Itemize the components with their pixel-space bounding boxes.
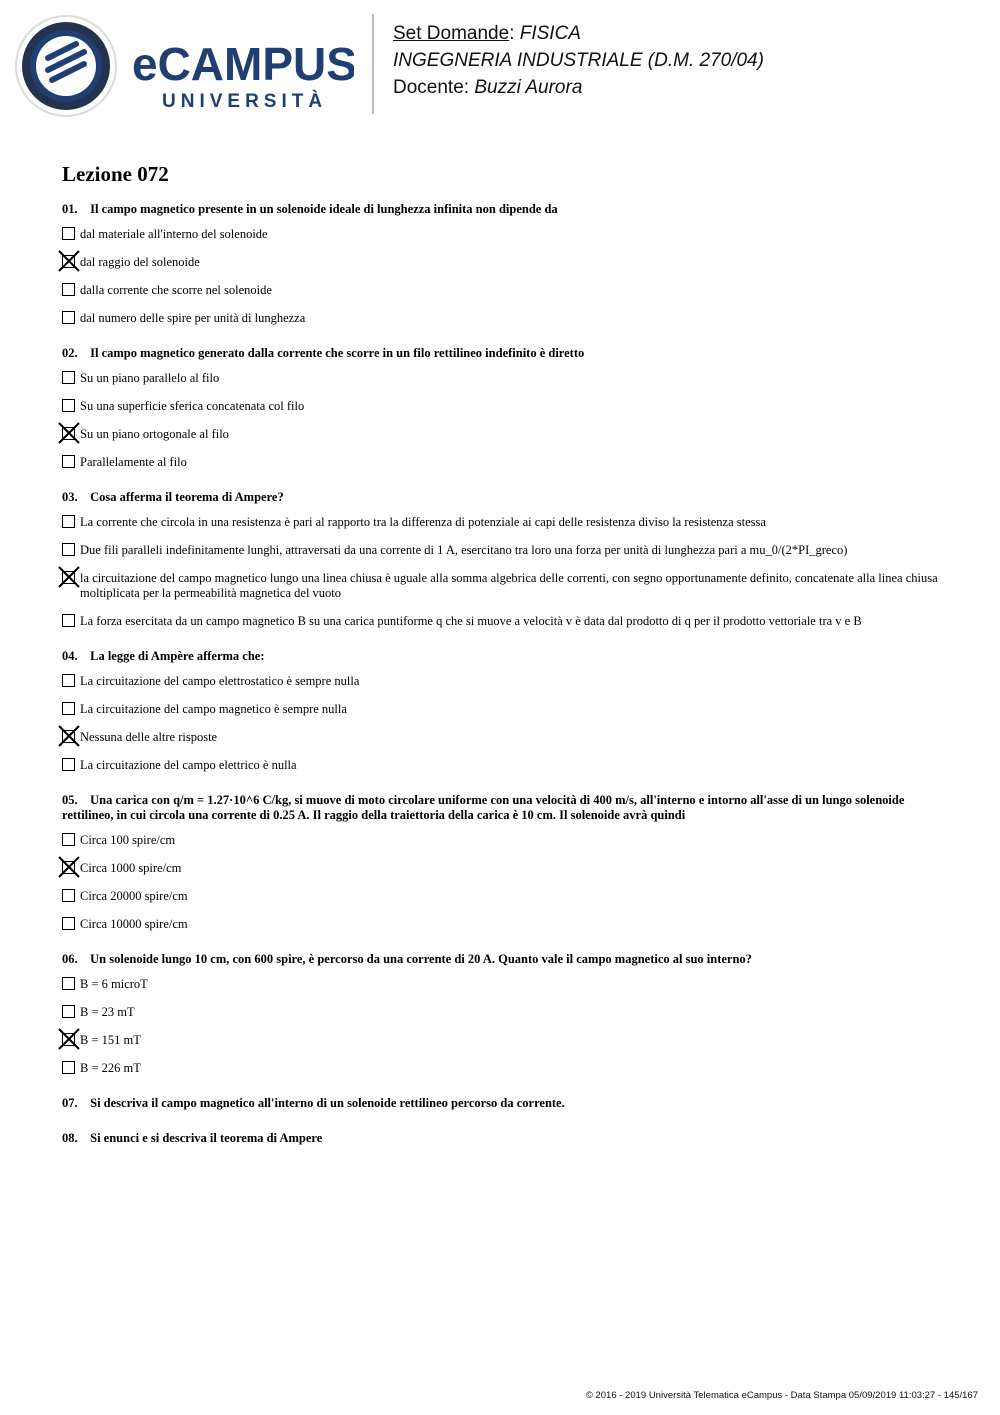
question: [62, 202, 942, 326]
checkbox-icon: [62, 1061, 75, 1074]
answer-option: [62, 730, 942, 745]
question-label: Il campo magnetico generato dalla corrente che scorre in un filo rettilineo indefinito è diretto: [90, 346, 585, 360]
page-header: [0, 0, 1000, 130]
answer-text: Parallelamente al filo: [80, 455, 187, 469]
cross-mark-icon: [57, 421, 81, 445]
answer-option: [62, 889, 942, 904]
set-value: FISICA: [519, 23, 581, 44]
question: [62, 346, 942, 470]
question-label: Si descriva il campo magnetico all'interno di un solenoide rettilineo percorso da corrente.: [90, 1096, 565, 1110]
question-number: 02.: [62, 346, 78, 360]
question-text: [62, 202, 942, 217]
question: [62, 1131, 942, 1146]
question: [62, 952, 942, 1076]
answer-option: [62, 977, 942, 992]
course-name: INGEGNERIA INDUSTRIALE (D.M. 270/04): [393, 50, 764, 71]
question-text: [62, 952, 942, 967]
answer-text: B = 226 mT: [80, 1061, 141, 1075]
question-text: [62, 649, 942, 664]
checkbox-icon: [62, 515, 75, 528]
answer-option: [62, 227, 942, 242]
answer-text: La circuitazione del campo elettrico è nulla: [80, 758, 297, 772]
answer-text: la circuitazione del campo magnetico lungo una linea chiusa è uguale alla somma algebrica delle correnti, con segno opportunamente definito, concatenate alla linea chiusa moltiplicata per la permeabilità magnetica del vuoto: [80, 571, 938, 600]
question-list: [62, 202, 942, 1146]
set-line: Set Domande: FISICA: [393, 23, 581, 44]
cross-mark-icon: [57, 565, 81, 589]
question-number: 07.: [62, 1096, 78, 1110]
page-footer: © 2016 - 2019 Università Telematica eCampus - Data Stampa 05/09/2019 11:03:27 - 145/167: [585, 1390, 978, 1401]
answer-option: [62, 543, 942, 558]
question: [62, 649, 942, 773]
question-label: La legge di Ampère afferma che:: [90, 649, 265, 663]
question-number: 05.: [62, 793, 78, 807]
answer-option: [62, 1061, 942, 1076]
answer-option: [62, 833, 942, 848]
checkbox-icon: [62, 833, 75, 846]
answer-text: Circa 100 spire/cm: [80, 833, 176, 847]
checkbox-icon: [62, 371, 75, 384]
question-label: Cosa afferma il teorema di Ampere?: [90, 490, 284, 504]
cross-mark-icon: [57, 249, 81, 273]
answer-option: [62, 371, 942, 386]
teacher-line: [393, 74, 764, 101]
checkbox-icon: [62, 543, 75, 556]
question-text: [62, 490, 942, 505]
question-number: 08.: [62, 1131, 78, 1145]
question-text: [62, 793, 942, 823]
logo-wordmark: eCAMPUS: [132, 38, 354, 90]
cross-mark-icon: [57, 855, 81, 879]
checkbox-icon: [62, 614, 75, 627]
teacher-name: Buzzi Aurora: [474, 77, 583, 98]
checkbox-icon: [62, 889, 75, 902]
answer-text: dal raggio del solenoide: [80, 255, 200, 269]
answer-text: Su un piano parallelo al filo: [80, 371, 220, 385]
answer-option: [62, 427, 942, 442]
answer-option: [62, 311, 942, 326]
answer-option: [62, 614, 942, 629]
checkbox-icon: [62, 399, 75, 412]
question-number: 03.: [62, 490, 78, 504]
answer-option: [62, 1033, 942, 1048]
answer-option: [62, 917, 942, 932]
answer-text: La circuitazione del campo magnetico è sempre nulla: [80, 702, 347, 716]
answer-text: B = 6 microT: [80, 977, 148, 991]
ecampus-logo: [14, 14, 354, 118]
answer-text: La forza esercitata da un campo magnetico B su una carica puntiforme q che si muove a velocità v è data dal prodotto di q per il prodotto vettoriale tra v e B: [80, 614, 862, 628]
checkbox-icon: [62, 917, 75, 930]
answer-option: [62, 861, 942, 876]
question-text: [62, 346, 942, 361]
answer-option: [62, 283, 942, 298]
set-label: Set Domande: [393, 23, 510, 44]
checkbox-icon: [62, 455, 75, 468]
answer-option: [62, 515, 942, 530]
answer-text: La corrente che circola in una resistenza è pari al rapporto tra la differenza di potenziale ai capi delle resistenza diviso la resistenza stessa: [80, 515, 766, 529]
answer-option: [62, 1005, 942, 1020]
answer-option: [62, 399, 942, 414]
answer-text: Su una superficie sferica concatenata col filo: [80, 399, 305, 413]
lesson-title: Lezione 072: [62, 162, 169, 186]
question: [62, 793, 942, 932]
answer-option: [62, 758, 942, 773]
answer-text: Nessuna delle altre risposte: [80, 730, 218, 744]
answer-text: Circa 1000 spire/cm: [80, 861, 182, 875]
answer-option: [62, 674, 942, 689]
checkbox-icon: [62, 758, 75, 771]
answer-text: dal materiale all'interno del solenoide: [80, 227, 268, 241]
question-label: Una carica con q/m = 1.27·10^6 C/kg, si muove di moto circolare uniforme con una velocità di 400 m/s, all'interno e intorno all'asse di un lungo solenoide rettilineo, in cui circola una corrente di 0.25 A. Il raggio della traiettoria della carica è 10 cm. Il solenoide avrà quindi: [62, 793, 905, 822]
question-number: 06.: [62, 952, 78, 966]
checkbox-icon: [62, 1005, 75, 1018]
answer-text: dalla corrente che scorre nel solenoide: [80, 283, 272, 297]
answer-text: La circuitazione del campo elettrostatico è sempre nulla: [80, 674, 360, 688]
cross-mark-icon: [57, 1027, 81, 1051]
checkbox-icon: [62, 674, 75, 687]
question-text: [62, 1131, 942, 1146]
answer-text: Circa 10000 spire/cm: [80, 917, 188, 931]
header-divider: [372, 14, 374, 114]
answer-text: B = 23 mT: [80, 1005, 135, 1019]
answer-text: Due fili paralleli indefinitamente lunghi, attraversati da una corrente di 1 A, esercitano tra loro una forza per unità di lunghezza pari a mu_0/(2*PI_greco): [80, 543, 848, 557]
question-number: 01.: [62, 202, 78, 216]
question-label: Il campo magnetico presente in un solenoide ideale di lunghezza infinita non dipende da: [90, 202, 558, 216]
checkbox-icon: [62, 283, 75, 296]
course-line: [393, 47, 764, 74]
answer-option: [62, 455, 942, 470]
document-body: [62, 160, 942, 1166]
question-label: Un solenoide lungo 10 cm, con 600 spire, è percorso da una corrente di 20 A. Quanto vale il campo magnetico al suo interno?: [90, 952, 752, 966]
question-number: 04.: [62, 649, 78, 663]
answer-option: [62, 255, 942, 270]
logo-subtitle: UNIVERSITÀ: [162, 91, 328, 112]
cross-mark-icon: [57, 724, 81, 748]
question-text: [62, 1096, 942, 1111]
header-info: [393, 20, 764, 101]
checkbox-icon: [62, 977, 75, 990]
answer-text: dal numero delle spire per unità di lunghezza: [80, 311, 306, 325]
checkbox-icon: [62, 702, 75, 715]
answer-option: [62, 571, 942, 601]
answer-text: B = 151 mT: [80, 1033, 141, 1047]
answer-text: Circa 20000 spire/cm: [80, 889, 188, 903]
checkbox-icon: [62, 227, 75, 240]
teacher-label: Docente:: [393, 77, 470, 98]
checkbox-icon: [62, 311, 75, 324]
question: [62, 1096, 942, 1111]
answer-text: Su un piano ortogonale al filo: [80, 427, 229, 441]
answer-option: [62, 702, 942, 717]
question: [62, 490, 942, 629]
question-label: Si enunci e si descriva il teorema di Ampere: [90, 1131, 323, 1145]
